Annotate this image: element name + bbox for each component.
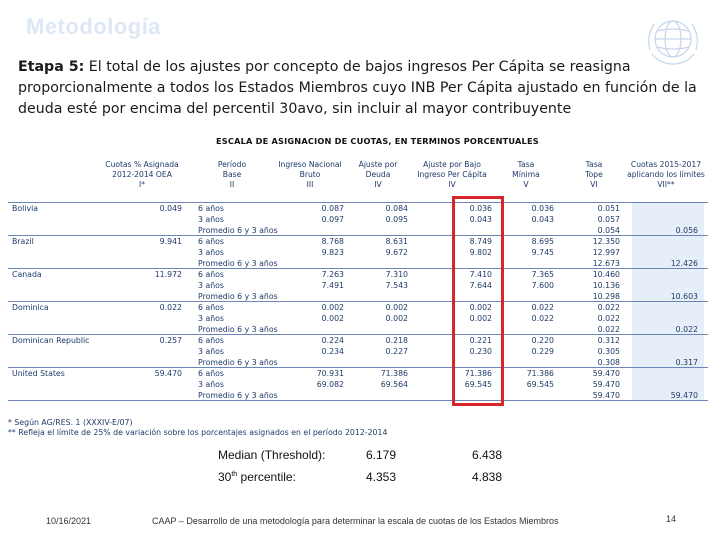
col-head-line: Período bbox=[217, 160, 247, 169]
cell-line: 6 años bbox=[198, 204, 224, 213]
cell-deuda bbox=[358, 368, 408, 390]
cell-line: 0.056 bbox=[675, 226, 698, 235]
cell-line: 7.410 bbox=[469, 270, 492, 279]
cell-line: 6 años bbox=[198, 369, 224, 378]
cell-line: 0.312 bbox=[597, 336, 620, 345]
cell-line: 59.470 bbox=[154, 369, 182, 378]
cell-line: 0.317 bbox=[675, 358, 698, 367]
percentile-value-2: 4.838 bbox=[472, 470, 503, 484]
cell-minima bbox=[504, 302, 554, 324]
cell-line: 12.673 bbox=[592, 259, 620, 268]
cell-line: Promedio 6 y 3 años bbox=[198, 358, 278, 367]
cell-line: 7.543 bbox=[385, 281, 408, 290]
cell-line: 0.087 bbox=[321, 204, 344, 213]
cell-periods bbox=[198, 269, 288, 302]
cell-line: 10.298 bbox=[592, 292, 620, 301]
cell-line: 7.600 bbox=[531, 281, 554, 290]
col-head-line: Ajuste por Bajo bbox=[423, 160, 481, 169]
col-head-line: Cuotas 2015-2017 bbox=[630, 160, 702, 169]
cell-line bbox=[638, 379, 698, 390]
cell-line: 0.084 bbox=[385, 204, 408, 213]
cell-line: 0.022 bbox=[597, 325, 620, 334]
cell-line: 7.365 bbox=[531, 270, 554, 279]
col-head-line: aplicando los límites bbox=[627, 170, 705, 179]
body-paragraph bbox=[18, 57, 698, 120]
cell-line bbox=[638, 236, 698, 247]
cell-line: 8.768 bbox=[321, 237, 344, 246]
country-name: Bolivia bbox=[12, 204, 39, 213]
col-head-ingreso bbox=[268, 160, 352, 190]
cell-line: 71.386 bbox=[526, 369, 554, 378]
cell-line: 0.036 bbox=[469, 204, 492, 213]
cell-minima bbox=[504, 236, 554, 258]
page-number: 14 bbox=[666, 514, 677, 524]
cell-line: Promedio 6 y 3 años bbox=[198, 325, 278, 334]
cell-periods bbox=[198, 302, 288, 335]
median-value-1: 6.179 bbox=[366, 448, 397, 462]
cell-line: 59.470 bbox=[670, 391, 698, 400]
cell-line: 0.022 bbox=[597, 314, 620, 323]
cell-deuda bbox=[358, 335, 408, 357]
percentile-suffix: th bbox=[231, 471, 238, 478]
cell-minima bbox=[504, 203, 554, 225]
cell-ingreso bbox=[294, 335, 344, 357]
cell-line bbox=[638, 214, 698, 225]
cell-line: 3 años bbox=[198, 281, 224, 290]
cell-ingreso bbox=[294, 302, 344, 324]
cell-final bbox=[638, 335, 698, 368]
cell-line: 69.082 bbox=[316, 380, 344, 389]
col-head-line: Tasa bbox=[585, 160, 603, 169]
table-row bbox=[8, 301, 708, 335]
country-name: United States bbox=[12, 369, 65, 378]
cell-line bbox=[638, 335, 698, 346]
cell-tope bbox=[570, 368, 620, 401]
cell-line: 59.470 bbox=[592, 380, 620, 389]
cell-line: 9.823 bbox=[321, 248, 344, 257]
table-title: ESCALA DE ASIGNACION DE CUOTAS, EN TERMINOS PORCENTUALES bbox=[216, 136, 539, 146]
cell-line: 59.470 bbox=[592, 391, 620, 400]
cell-line: 0.227 bbox=[385, 347, 408, 356]
cell-minima bbox=[504, 335, 554, 357]
cell-line: 7.644 bbox=[469, 281, 492, 290]
cell-line bbox=[638, 346, 698, 357]
cell-final bbox=[638, 302, 698, 335]
cell-minima bbox=[504, 269, 554, 291]
cell-line: 8.631 bbox=[385, 237, 408, 246]
country-name: Canada bbox=[12, 270, 42, 279]
cell-line: 59.470 bbox=[592, 369, 620, 378]
cell-line: 0.305 bbox=[597, 347, 620, 356]
cell-final bbox=[638, 368, 698, 401]
cell-line bbox=[638, 302, 698, 313]
cell-line: 0.218 bbox=[385, 336, 408, 345]
cell-line: 0.229 bbox=[531, 347, 554, 356]
percentile-number: 30 bbox=[218, 470, 232, 484]
cell-quota bbox=[126, 368, 182, 379]
cell-periods bbox=[198, 335, 288, 368]
cell-periods bbox=[198, 236, 288, 269]
percentile-value-1: 4.353 bbox=[366, 470, 397, 484]
cell-line: 10.136 bbox=[592, 281, 620, 290]
cell-line bbox=[638, 269, 698, 280]
cell-periods bbox=[198, 368, 288, 401]
cell-line: 0.308 bbox=[597, 358, 620, 367]
cell-line: 69.564 bbox=[380, 380, 408, 389]
cell-line: 9.745 bbox=[531, 248, 554, 257]
cell-line: Promedio 6 y 3 años bbox=[198, 226, 278, 235]
percentile-label bbox=[218, 470, 296, 484]
cell-line: 0.022 bbox=[597, 303, 620, 312]
median-value-2: 6.438 bbox=[472, 448, 503, 462]
cell-tope bbox=[570, 335, 620, 368]
cell-line: 0.221 bbox=[469, 336, 492, 345]
cell-line: 70.931 bbox=[316, 369, 344, 378]
cell-line: 10.603 bbox=[670, 292, 698, 301]
cell-tope bbox=[570, 269, 620, 302]
cell-ingreso bbox=[294, 236, 344, 258]
cell-line: 0.002 bbox=[469, 314, 492, 323]
cell-line bbox=[638, 203, 698, 214]
cell-line: 69.545 bbox=[464, 380, 492, 389]
cell-line: 12.350 bbox=[592, 237, 620, 246]
footnote: * Según AG/RES. 1 (XXXIV-E/07) bbox=[8, 418, 133, 427]
cell-line: 7.491 bbox=[321, 281, 344, 290]
cell-line: 6 años bbox=[198, 303, 224, 312]
cell-periods bbox=[198, 203, 288, 236]
country-name: Dominica bbox=[12, 303, 49, 312]
col-head-line: Ajuste por bbox=[358, 160, 398, 169]
cell-line: 69.545 bbox=[526, 380, 554, 389]
col-head-line: V bbox=[523, 180, 529, 189]
col-head-line: Ingreso Per Cápita bbox=[417, 170, 487, 179]
table-row bbox=[8, 334, 708, 368]
cell-line: 12.997 bbox=[592, 248, 620, 257]
col-head-line: VII** bbox=[657, 180, 675, 189]
cell-line: 3 años bbox=[198, 380, 224, 389]
cell-quota bbox=[126, 302, 182, 313]
cell-final bbox=[638, 236, 698, 269]
cell-line: 0.043 bbox=[469, 215, 492, 224]
cell-line: Promedio 6 y 3 años bbox=[198, 391, 278, 400]
cell-tope bbox=[570, 203, 620, 236]
col-head-final bbox=[622, 160, 710, 190]
cell-minima bbox=[504, 368, 554, 390]
cell-line: 0.022 bbox=[531, 303, 554, 312]
col-head-deuda bbox=[348, 160, 408, 190]
cell-line: 0.220 bbox=[531, 336, 554, 345]
cell-line: 3 años bbox=[198, 314, 224, 323]
cell-line: 8.749 bbox=[469, 237, 492, 246]
table-row bbox=[8, 202, 708, 236]
col-head-minima bbox=[504, 160, 548, 190]
cell-final bbox=[638, 269, 698, 302]
footer-text: CAAP – Desarrollo de una metodología para determinar la escala de cuotas de los Estados Miembros bbox=[152, 516, 559, 526]
cell-tope bbox=[570, 236, 620, 269]
col-head-line: Tope bbox=[585, 170, 603, 179]
cell-line: 3 años bbox=[198, 248, 224, 257]
step-label: Etapa 5: bbox=[18, 59, 85, 75]
cell-line: 0.057 bbox=[597, 215, 620, 224]
col-head-line: IV bbox=[374, 180, 382, 189]
country-name: Brazil bbox=[12, 237, 34, 246]
col-head-line: Bruto bbox=[299, 170, 321, 179]
cell-line: 11.972 bbox=[154, 270, 182, 279]
percentile-text: percentile: bbox=[237, 470, 296, 484]
cell-line: 0.022 bbox=[159, 303, 182, 312]
cell-line: 0.022 bbox=[675, 325, 698, 334]
cell-ingreso bbox=[294, 368, 344, 390]
cell-line: 9.672 bbox=[385, 248, 408, 257]
footnote: ** Refleja el límite de 25% de variación sobre los porcentajes asignados en el período 2012-2014 bbox=[8, 428, 388, 437]
cell-line: 71.386 bbox=[380, 369, 408, 378]
cell-line: 0.049 bbox=[159, 204, 182, 213]
country-name: Dominican Republic bbox=[12, 336, 90, 345]
cell-line: 3 años bbox=[198, 347, 224, 356]
cell-line: 0.257 bbox=[159, 336, 182, 345]
col-head-line: Tasa bbox=[517, 160, 535, 169]
cell-quota bbox=[126, 236, 182, 247]
cell-line bbox=[638, 313, 698, 324]
cell-line: 0.002 bbox=[321, 314, 344, 323]
col-head-line: 2012-2014 OEA bbox=[112, 170, 172, 179]
col-head-period bbox=[200, 160, 264, 190]
cell-line bbox=[638, 280, 698, 291]
table-footnotes bbox=[8, 418, 387, 438]
cell-line: 0.230 bbox=[469, 347, 492, 356]
cell-line: 0.224 bbox=[321, 336, 344, 345]
table-row bbox=[8, 235, 708, 269]
cell-line: 6 años bbox=[198, 237, 224, 246]
col-head-line: VI bbox=[590, 180, 598, 189]
cell-line bbox=[638, 368, 698, 379]
cell-line: 0.051 bbox=[597, 204, 620, 213]
cell-line: 0.002 bbox=[385, 314, 408, 323]
cell-line: 6 años bbox=[198, 270, 224, 279]
bajo-ingreso-highlight bbox=[452, 196, 504, 406]
cell-line: 8.695 bbox=[531, 237, 554, 246]
page-title: Metodología bbox=[26, 14, 162, 39]
col-head-quota bbox=[100, 160, 184, 190]
cell-line: 0.054 bbox=[597, 226, 620, 235]
col-head-line: III bbox=[306, 180, 314, 189]
median-label: Median (Threshold): bbox=[218, 448, 326, 462]
cell-line: 6 años bbox=[198, 336, 224, 345]
cell-line bbox=[638, 247, 698, 258]
cell-deuda bbox=[358, 302, 408, 324]
cell-line: 9.941 bbox=[159, 237, 182, 246]
col-head-line: Cuotas % Asignada bbox=[105, 160, 179, 169]
cell-line: 10.460 bbox=[592, 270, 620, 279]
cell-deuda bbox=[358, 236, 408, 258]
cell-line: 0.002 bbox=[385, 303, 408, 312]
cell-line: 0.234 bbox=[321, 347, 344, 356]
cell-ingreso bbox=[294, 269, 344, 291]
col-head-line: Mínima bbox=[512, 170, 540, 179]
cell-line: 0.022 bbox=[531, 314, 554, 323]
cell-quota bbox=[126, 335, 182, 346]
col-head-tope bbox=[572, 160, 616, 190]
cell-ingreso bbox=[294, 203, 344, 225]
cell-line: 9.802 bbox=[469, 248, 492, 257]
col-head-bajo-ingreso bbox=[412, 160, 492, 190]
cell-line: 3 años bbox=[198, 215, 224, 224]
col-head-line: IV bbox=[448, 180, 456, 189]
cell-tope bbox=[570, 302, 620, 335]
cell-deuda bbox=[358, 269, 408, 291]
cell-line: 12.426 bbox=[670, 259, 698, 268]
col-head-line: Deuda bbox=[365, 170, 391, 179]
cell-deuda bbox=[358, 203, 408, 225]
cell-line: 0.036 bbox=[531, 204, 554, 213]
cell-line: 0.002 bbox=[321, 303, 344, 312]
cell-quota bbox=[126, 203, 182, 214]
cell-line: 7.263 bbox=[321, 270, 344, 279]
step-description: El total de los ajustes por concepto de bajos ingresos Per Cápita se reasigna proporcionalmente a todos los Estados Miembros cuyo INB Per Cápita ajustado en función de la deuda esté por encima del percentil 30avo, sin incluir al mayor contribuyente bbox=[18, 59, 697, 117]
cell-line: 0.097 bbox=[321, 215, 344, 224]
cell-line: 0.002 bbox=[469, 303, 492, 312]
col-head-line: Base bbox=[222, 170, 242, 179]
footer-date: 10/16/2021 bbox=[46, 516, 92, 526]
cell-quota bbox=[126, 269, 182, 280]
col-head-line: Ingreso Nacional bbox=[278, 160, 342, 169]
table-row bbox=[8, 367, 708, 401]
col-head-line: I* bbox=[138, 180, 146, 189]
cell-line: 0.095 bbox=[385, 215, 408, 224]
cell-final bbox=[638, 203, 698, 236]
cell-line: 71.386 bbox=[464, 369, 492, 378]
cell-line: Promedio 6 y 3 años bbox=[198, 292, 278, 301]
col-head-line: II bbox=[229, 180, 235, 189]
table-row bbox=[8, 268, 708, 302]
cell-line: Promedio 6 y 3 años bbox=[198, 259, 278, 268]
cell-line: 7.310 bbox=[385, 270, 408, 279]
cell-line: 0.043 bbox=[531, 215, 554, 224]
